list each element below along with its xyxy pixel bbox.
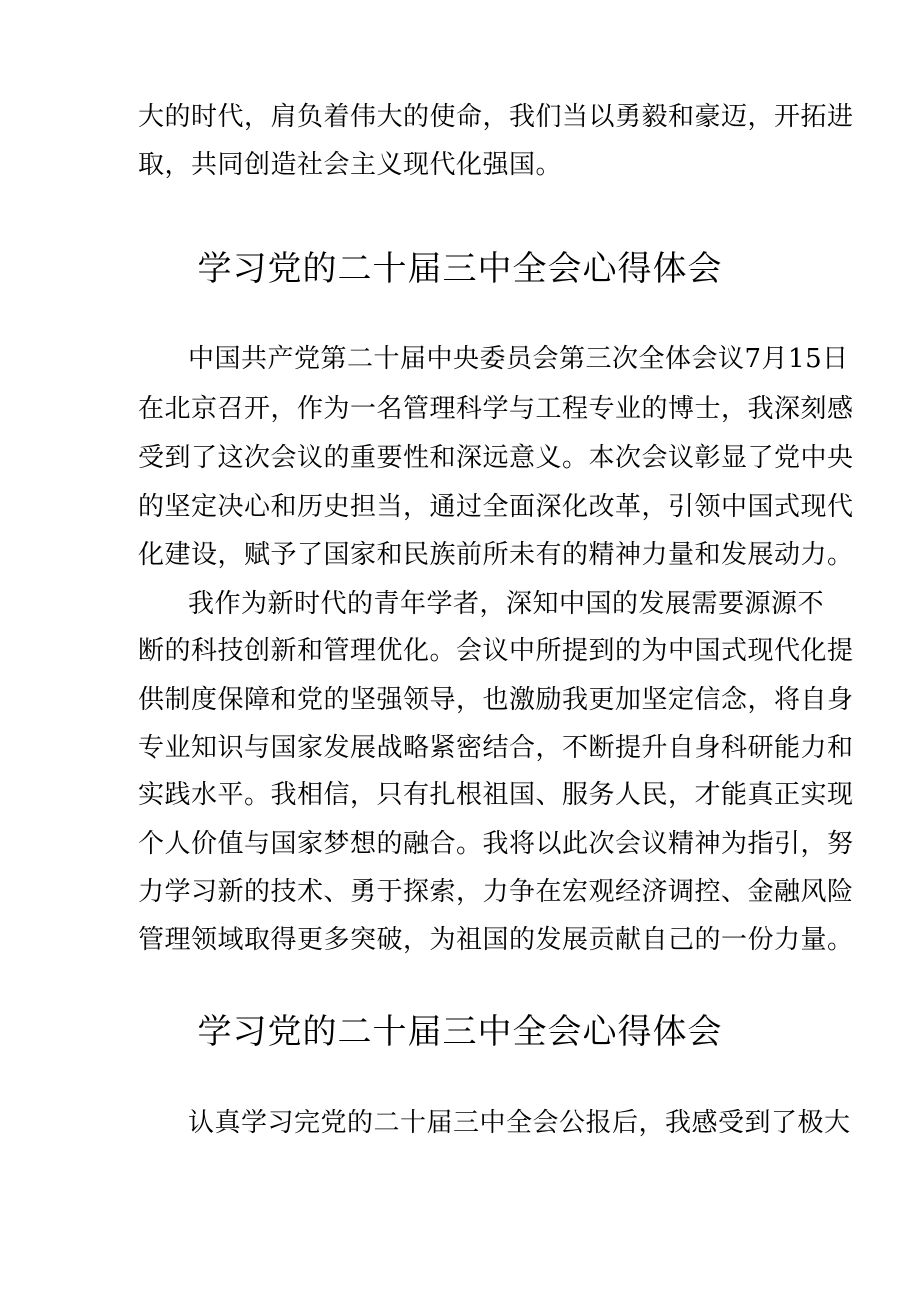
s1-p2-line-6: 个人价值与国家梦想的融合。我将以此次会议精神为指引，努 [138,829,854,859]
s1-p2-line-3: 供制度保障和党的坚强领导，也激励我更加坚定信念，将自身 [138,685,854,715]
s1-p1-line-5: 化建设，赋予了国家和民族前所未有的精神力量和发展动力。 [138,540,854,570]
s1-p2-line-4: 专业知识与国家发展战略紧密结合，不断提升自身科研能力和 [138,733,854,763]
section-2-title: 学习党的二十届三中全会心得体会 [197,1012,723,1052]
s1-p2-line-5: 实践水平。我相信，只有扎根祖国、服务人民，才能真正实现 [138,780,854,810]
s1-p2-line-1: 我作为新时代的青年学者，深知中国的发展需要源源不 [188,589,825,619]
s1-p2-line-8: 管理领域取得更多突破，为祖国的发展贡献自己的一份力量。 [138,925,854,955]
s1-p1-line-3: 受到了这次会议的重要性和深远意义。本次会议彰显了党中央 [138,443,854,473]
section-1-title: 学习党的二十届三中全会心得体会 [197,249,723,289]
s1-p1-line-4: 的坚定决心和历史担当，通过全面深化改革，引领中国式现代 [138,492,854,522]
s1-p2-line-2: 断的科技创新和管理优化。会议中所提到的为中国式现代化提 [138,636,854,666]
intro-line-2: 取，共同创造社会主义现代化强国。 [138,150,563,180]
intro-line-1: 大的时代，肩负着伟大的使命，我们当以勇毅和豪迈，开拓进 [138,102,854,132]
s2-p1-line-1: 认真学习完党的二十届三中全会公报后，我感受到了极大 [188,1108,851,1138]
s1-p1-line-1: 中国共产党第二十届中央委员会第三次全体会议7月15日 [188,344,849,374]
s1-p1-line-2: 在北京召开，作为一名管理科学与工程专业的博士，我深刻感 [138,394,854,424]
s1-p2-line-7: 力学习新的技术、勇于探索，力争在宏观经济调控、金融风险 [138,877,854,907]
